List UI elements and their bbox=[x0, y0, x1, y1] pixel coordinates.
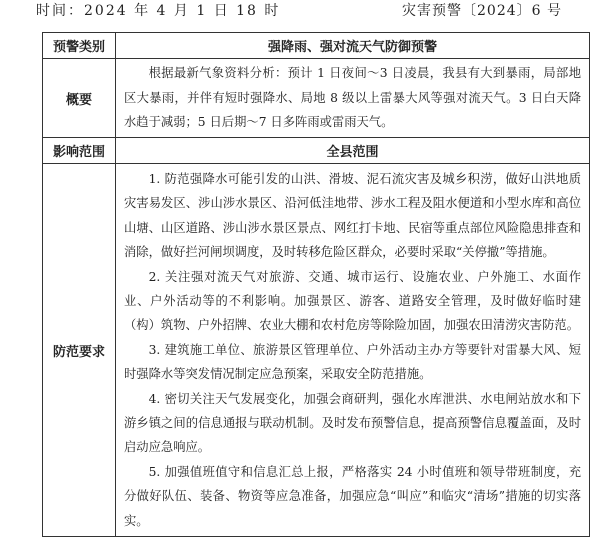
requirement-item: 1. 防范强降水可能引发的山洪、滑坡、泥石流灾害及城乡积涝，做好山洪地质灾害易发区、涉山涉水景区、沿河低洼地带、涉水工程及阻水便道和小型水库和高位山塘、山区道路、涉山涉水景区景点、网红打卡地、民宿等重点部位风险隐患排查和消除，做好拦河闸坝调度，及时转移危险区群众，必要时采取“关停撤”等措施。 bbox=[124, 171, 581, 260]
requirements-cell bbox=[116, 164, 590, 537]
row-requirements bbox=[43, 164, 590, 537]
requirements-label: 防范要求 bbox=[43, 164, 116, 537]
scope-value: 全县范围 bbox=[116, 138, 590, 164]
issue-time bbox=[36, 0, 280, 20]
row-scope bbox=[43, 138, 590, 164]
summary-label: 概要 bbox=[43, 59, 116, 138]
category-value: 强降雨、强对流天气防御预警 bbox=[116, 33, 590, 59]
requirement-item: 3. 建筑施工单位、旅游景区管理单位、户外活动主办方等要针对雷暴大风、短时强降水等突发情况制定应急预案，采取安全防范措施。 bbox=[124, 342, 581, 382]
row-summary bbox=[43, 59, 590, 138]
document-number: 灾害预警〔2024〕6 号 bbox=[402, 3, 562, 19]
requirement-item: 5. 加强值班值守和信息汇总上报，严格落实 24 小时值班和领导带班制度，充分做好队伍、装备、物资等应急准备，加强应急“叫应”和临灾“清场”措施的切实落实。 bbox=[124, 464, 581, 528]
issue-time-value: 2024 年 4 月 1 日 18 时 bbox=[84, 3, 281, 19]
document-header bbox=[0, 0, 600, 22]
summary-text: 根据最新气象资料分析：预计 1 日夜间～3 日凌晨，我县有大到暴雨，局部地区大暴雨，并伴有短时强降水、局地 8 级以上雷暴大风等强对流天气。3 日白天降水趋于减弱；5 日后期～7 日多阵雨或雷雨天气。 bbox=[124, 66, 581, 130]
requirement-item: 2. 关注强对流天气对旅游、交通、城市运行、设施农业、户外施工、水面作业、户外活动等的不利影响。加强景区、游客、道路安全管理，及时做好临时建（构）筑物、户外招牌、农业大棚和农村危房等除险加固，加强农田清涝灾害防范。 bbox=[124, 269, 581, 333]
row-category bbox=[43, 33, 590, 59]
requirement-item: 4. 密切关注天气发展变化，加强会商研判，强化水库泄洪、水电闸站放水和下游乡镇之间的信息通报与联动机制。及时发布预警信息，提高预警信息覆盖面，及时启动应急响应。 bbox=[124, 391, 581, 455]
category-label: 预警类别 bbox=[43, 33, 116, 59]
warning-table bbox=[42, 32, 590, 537]
summary-cell bbox=[116, 59, 590, 138]
scope-label: 影响范围 bbox=[43, 138, 116, 164]
issue-time-label: 时间： bbox=[36, 3, 84, 19]
